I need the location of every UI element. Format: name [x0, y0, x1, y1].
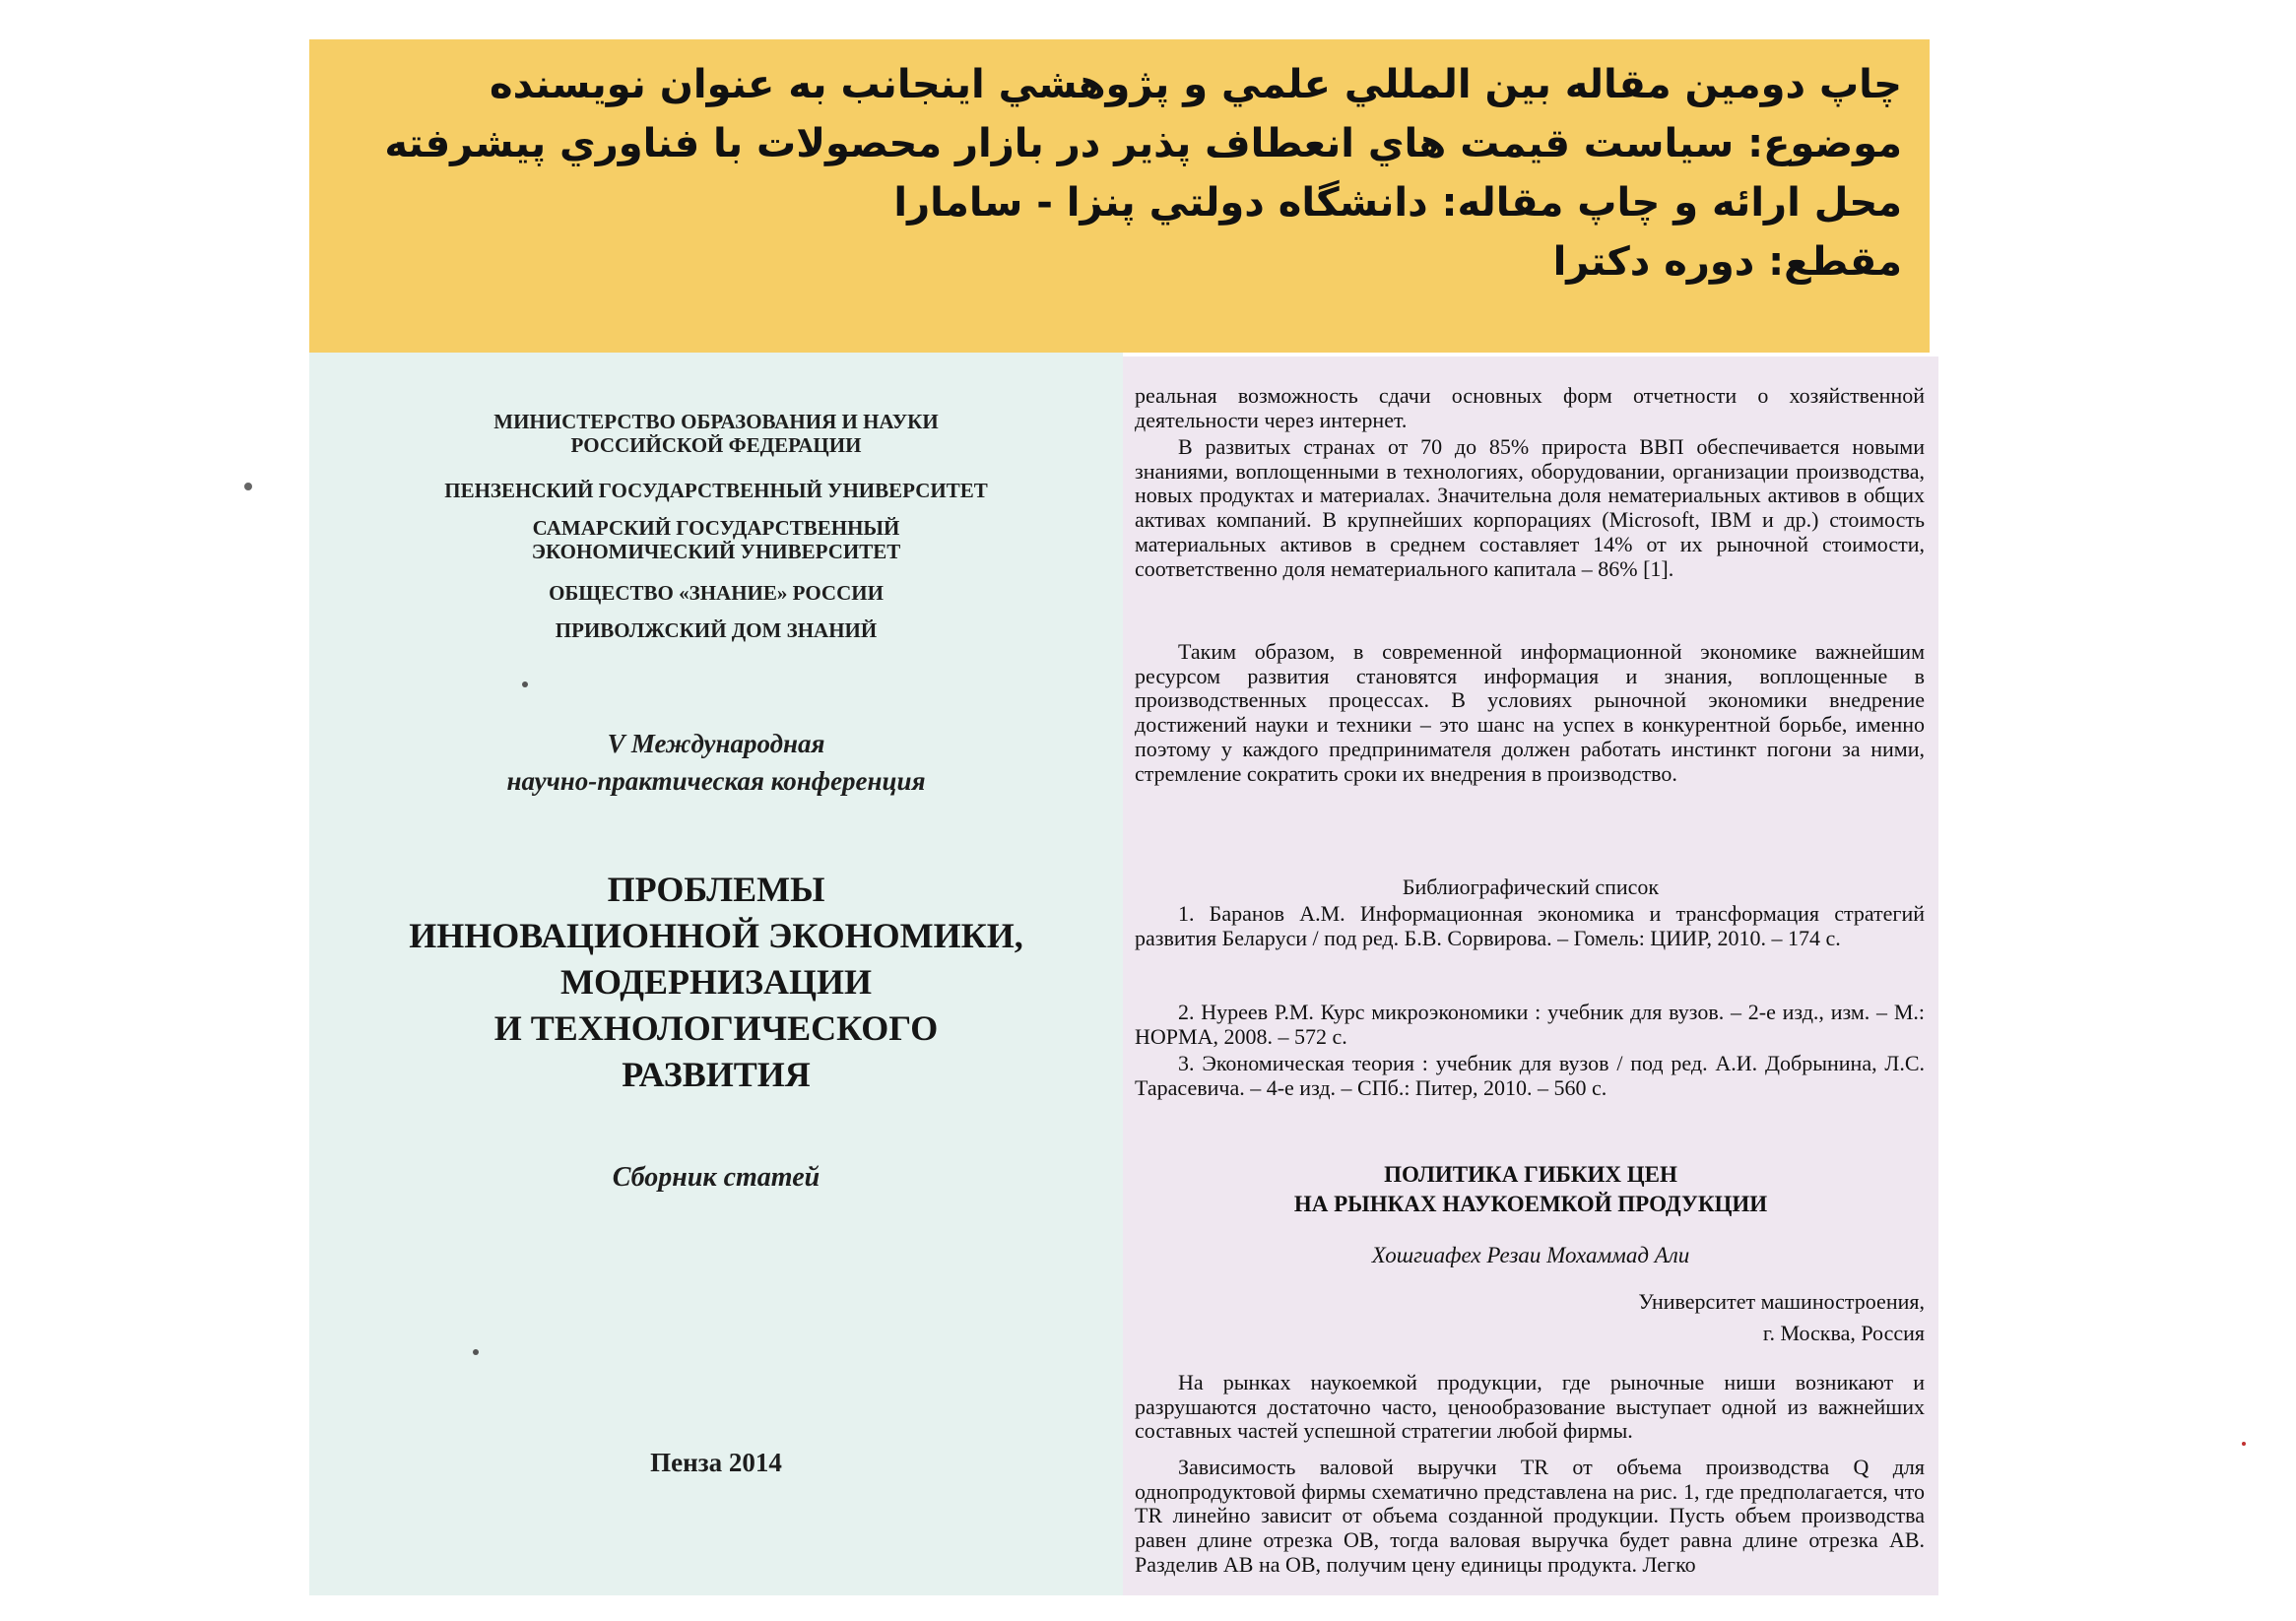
org-ministry-line-1: МИНИСТЕРСТВО ОБРАЗОВАНИЯ И НАУКИ — [493, 410, 939, 433]
book-cover — [309, 353, 1123, 1595]
article-paragraph-1: реальная возможность сдачи основных форм отчетности о хозяйственной деятельности через интернет. — [1135, 383, 1925, 432]
book-title-line-3: МОДЕРНИЗАЦИИ — [560, 962, 872, 1002]
article-author: Хошгиафех Резаи Мохаммад Али — [1371, 1243, 1690, 1267]
reference-2: 2. Нуреев Р.М. Курс микроэкономики : учебник для вузов. – 2-е изд., изм. – М.: НОРМА, 2008. – 572 с. — [1135, 1000, 1925, 1049]
book-title-line-2: ИННОВАЦИОННОЙ ЭКОНОМИКИ, — [409, 916, 1023, 955]
book-subtitle: Сборник статей — [612, 1162, 820, 1193]
org-ministry-line-2: РОССИЙСКОЙ ФЕДЕРАЦИИ — [570, 433, 862, 457]
article-page — [1123, 357, 1938, 1595]
banner-line-3: محل ارائه و چاپ مقاله: دانشگاه دولتي پنزا - سامارا — [893, 180, 1902, 226]
article-heading-line-1: ПОЛИТИКА ГИБКИХ ЦЕН — [1384, 1162, 1677, 1187]
article-heading-line-2: НА РЫНКАХ НАУКОЕМКОЙ ПРОДУКЦИИ — [1293, 1192, 1768, 1216]
affiliation-line-1: Университет машиностроения, — [1638, 1289, 1925, 1314]
reference-1: 1. Баранов А.М. Информационная экономика и трансформация стратегий развития Беларуси / под ред. Б.В. Сорвирова. – Гомель: ЦИИР, 2010. – 174 с. — [1135, 901, 1925, 950]
reference-3: 3. Экономическая теория : учебник для вузов / под ред. А.И. Добрынина, Л.С. Тарасевича. – 4-е изд. – СПб.: Питер, 2010. – 560 с. — [1135, 1051, 1925, 1100]
article-body-paragraph-2: Зависимость валовой выручки TR от объема производства Q для однопродуктовой фирмы схематично представлена на рис. 1, где предполагается, что TR линейно зависит от объема созданной продукции. Пусть объем производства равен длине отрезка OB, тогда валовая выручка будет равна длине отрезка AB. Разделив AB на OB, получим цену единицы продукта. Легко — [1135, 1455, 1925, 1577]
banner-line-1: چاپ دومين مقاله بين المللي علمي و پژوهشي اينجانب به عنوان نويسنده — [489, 62, 1902, 107]
city-year: Пенза 2014 — [650, 1448, 782, 1477]
scan-speck — [244, 483, 252, 490]
banner-line-2: موضوع: سياست قيمت هاي انعطاف پذير در بازار محصولات با فناوري پيشرفته — [384, 121, 1902, 166]
scan-speck — [2242, 1442, 2246, 1446]
org-samara-line-2: ЭКОНОМИЧЕСКИЙ УНИВЕРСИТЕТ — [531, 540, 901, 563]
banner-line-4: مقطع: دوره دكترا — [1552, 239, 1902, 285]
book-title-line-4: И ТЕХНОЛОГИЧЕСКОГО — [493, 1008, 939, 1048]
title-banner — [309, 39, 1930, 353]
speck-dot — [522, 681, 528, 687]
article-paragraph-2: В развитых странах от 70 до 85% прироста ВВП обеспечивается новыми знаниями, воплощенными в технологиях, оборудовании, организации производства, новых продуктах и материалах. Значительна доля нематериальных активов в общих активах компаний. В крупнейших корпорациях (Microsoft, IBM и др.) стоимость материальных активов в среднем составляет 14% от их рыночной стоимости, соответственно доля нематериального капитала – 86% [1]. — [1135, 434, 1925, 581]
bibliography-title: Библиографический список — [1402, 875, 1660, 899]
conference-line-1: V Международная — [607, 729, 825, 758]
article-paragraph-3: Таким образом, в современной информационной экономике важнейшим ресурсом развития становятся информация и знания, воплощенные в производственных процессах. В условиях рыночной экономики внедрение достижений науки и техники – это шанс на успех в конкурентной борьбе, именно поэтому у каждого предпринимателя должен работать инстинкт погони за ними, стремление сократить сроки их внедрения в производство. — [1135, 639, 1925, 786]
article-body-paragraph-1: На рынках наукоемкой продукции, где рыночные ниши возникают и разрушаются достаточно часто, ценообразование выступает одной из важнейших составных частей успешной стратегии любой фирмы. — [1135, 1370, 1925, 1444]
book-title-line-1: ПРОБЛЕМЫ — [607, 870, 825, 909]
speck-dot — [473, 1349, 479, 1355]
org-samara-line-1: САМАРСКИЙ ГОСУДАРСТВЕННЫЙ — [532, 516, 900, 540]
org-volga-house: ПРИВОЛЖСКИЙ ДОМ ЗНАНИЙ — [555, 618, 878, 642]
org-penza-university: ПЕНЗЕНСКИЙ ГОСУДАРСТВЕННЫЙ УНИВЕРСИТЕТ — [444, 479, 988, 502]
affiliation-line-2: г. Москва, Россия — [1762, 1321, 1925, 1345]
conference-line-2: научно-практическая конференция — [506, 766, 926, 796]
org-znanie-society: ОБЩЕСТВО «ЗНАНИЕ» РОССИИ — [549, 581, 884, 605]
book-title-line-5: РАЗВИТИЯ — [622, 1055, 811, 1094]
